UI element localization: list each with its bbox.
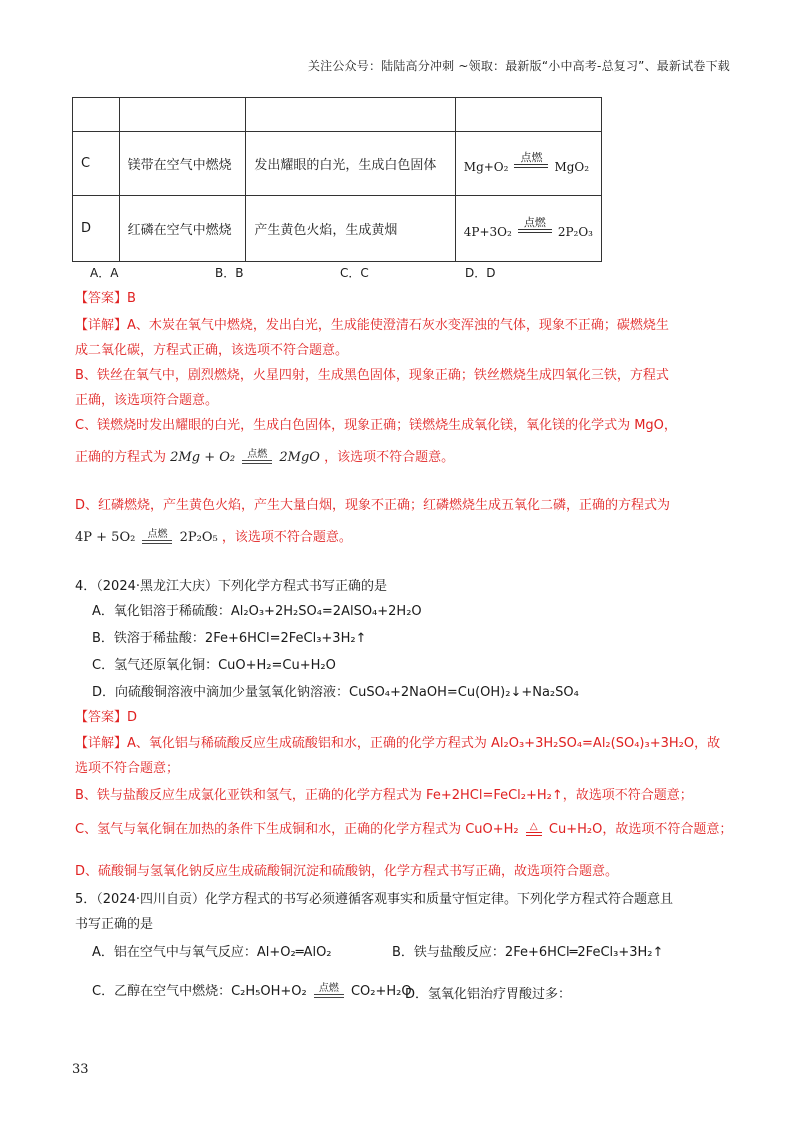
p2o5-eq-left: 4P + 5O₂ [75,530,136,545]
p2o5-eq-right: 2P₂O₅ [179,530,218,545]
q4-answer: 【答案】D [75,710,138,725]
q4-option-d: D．向硫酸铜溶液中滴加少量氢氧化钠溶液：CuSO₄+2NaOH=Cu(OH)₂↓+Na₂SO₄ [92,685,579,700]
row-experiment [119,98,246,132]
q3-detail-c-pre: 正确的方程式为 [75,450,167,465]
row-phenomenon: 产生黄色火焰，生成黄烟 [246,196,455,262]
q4-detail-b: B、铁与盐酸反应生成氯化亚铁和氢气，正确的化学方程式为 Fe+2HCl=FeCl₂+H₂↑，故选项不符合题意； [75,788,693,803]
q4-detail-a: 【详解】A、氧化铝与稀硫酸反应生成硫酸铝和水，正确的化学方程式为 Al₂O₃+3H₂SO₄=Al₂(SO₄)₃+3H₂O，故 [75,736,721,751]
q5-option-a: A．铝在空气中与氧气反应：Al+O₂═AlO₂ [92,945,332,960]
q4-detail-c-post: Cu+H₂O，故选项不符合题意； [548,822,733,837]
mgo-eq-left: 2Mg + O₂ [170,450,236,465]
q4-option-b: B．铁溶于稀盐酸：2Fe+6HCl=2FeCl₃+3H₂↑ [92,631,367,646]
heat-condition-text: △ [529,821,538,832]
q3-detail-b-cont: 正确，该选项符合题意。 [75,393,219,408]
q4-detail-a-cont: 选项不符合题意； [75,761,180,776]
q4-detail-d: D、硫酸铜与氢氧化钠反应生成硫酸铜沉淀和硫酸钠，化学方程式书写正确，故选项符合题意。 [75,864,619,879]
choice-c: C．C [340,266,369,280]
row-phenomenon [246,98,455,132]
options-table [72,97,602,262]
mgo-eq-condition [242,449,272,468]
eq-right: 2P₂O₃ [557,225,593,239]
choice-a: A．A [90,266,119,280]
eq-right: MgO₂ [554,160,590,174]
row-label [73,98,120,132]
q5-option-b: B．铁与盐酸反应：2Fe+6HCl═2FeCl₃+3H₂↑ [392,945,664,960]
row-label: D [73,196,120,262]
ethanol-condition-text: 点燃 [318,983,339,994]
q3-detail-d-eq-line [75,528,352,548]
eq-condition [518,217,552,239]
mgo-eq-right: 2MgO [279,450,320,465]
row-equation [455,196,601,262]
row-label: C [73,132,120,196]
row-experiment: 红磷在空气中燃烧 [119,196,246,262]
row-experiment: 镁带在空气中燃烧 [119,132,246,196]
q5-option-c [92,982,412,1002]
q5-stem-cont: 书写正确的是 [75,917,154,932]
ethanol-condition [314,983,344,1002]
equation [464,217,593,239]
q3-detail-d: D、红磷燃烧，产生黄色火焰，产生大量白烟，现象不正确；红磷燃烧生成五氧化二磷，正确的方程式为 [75,498,671,513]
q4-detail-c-pre: C、氢气与氧化铜在加热的条件下生成铜和水，正确的化学方程式为 CuO+H₂ [75,822,519,837]
eq-condition-text: 点燃 [520,151,543,164]
page-number: 33 [72,1062,89,1077]
eq-condition [514,152,548,174]
table-row [73,196,602,262]
p2o5-eq-condition [142,529,172,548]
page-header: 关注公众号：陆陆高分冲刺 ~领取：最新版“小中高考-总复习”、最新试卷下载 [307,59,730,73]
heat-condition [526,821,542,840]
q3-choices [90,264,590,281]
q3-detail-d-post: ，该选项不符合题意。 [221,530,352,545]
row-equation [455,132,601,196]
q3-detail-c-eq-line [75,448,454,468]
q3-answer: 【答案】B [75,291,136,306]
q3-detail-c: C、镁燃烧时发出耀眼的白光，生成白色固体，现象正确；镁燃烧生成氧化镁，氧化镁的化学式为 MgO， [75,418,677,433]
choice-b: B．B [215,266,244,280]
eq-left: Mg+O₂ [463,160,509,174]
eq-condition-text: 点燃 [523,216,546,229]
q5-option-c-post: CO₂+H₂O [350,984,412,999]
row-equation [455,98,601,132]
q4-stem: 4．（2024·黑龙江大庆）下列化学方程式书写正确的是 [75,579,387,594]
equation [464,152,589,174]
row-phenomenon: 发出耀眼的白光，生成白色固体 [246,132,455,196]
q5-stem: 5．（2024·四川自贡）化学方程式的书写必须遵循客观事实和质量守恒定律。下列化学方程式符合题意且 [75,892,673,907]
q5-option-c-pre: C．乙醇在空气中燃烧：C₂H₅OH+O₂ [92,984,307,999]
mgo-eq-condition-text: 点燃 [247,449,268,460]
q5-option-d: D．氢氧化铝治疗胃酸过多： [405,987,572,1002]
q3-detail-b: B、铁丝在氧气中，剧烈燃烧，火星四射，生成黑色固体，现象正确；铁丝燃烧生成四氧化三铁，方程式 [75,368,669,383]
q3-detail-a: 【详解】A、木炭在氧气中燃烧，发出白光，生成能使澄清石灰水变浑浊的气体，现象不正确；碳燃烧生 [75,318,669,333]
q4-detail-c [75,820,732,840]
q4-option-c: C．氢气还原氧化铜：CuO+H₂=Cu+H₂O [92,658,336,673]
q3-detail-c-post: ，该选项不符合题意。 [324,450,455,465]
q3-detail-a-cont: 成二氧化碳，方程式正确，该选项不符合题意。 [75,343,349,358]
p2o5-eq-condition-text: 点燃 [147,529,168,540]
q4-option-a: A．氧化铝溶于稀硫酸：Al₂O₃+2H₂SO₄=2AlSO₄+2H₂O [92,604,422,619]
choice-d: D．D [465,266,496,280]
table-row [73,132,602,196]
table-row [73,98,602,132]
eq-left: 4P+3O₂ [463,225,512,239]
